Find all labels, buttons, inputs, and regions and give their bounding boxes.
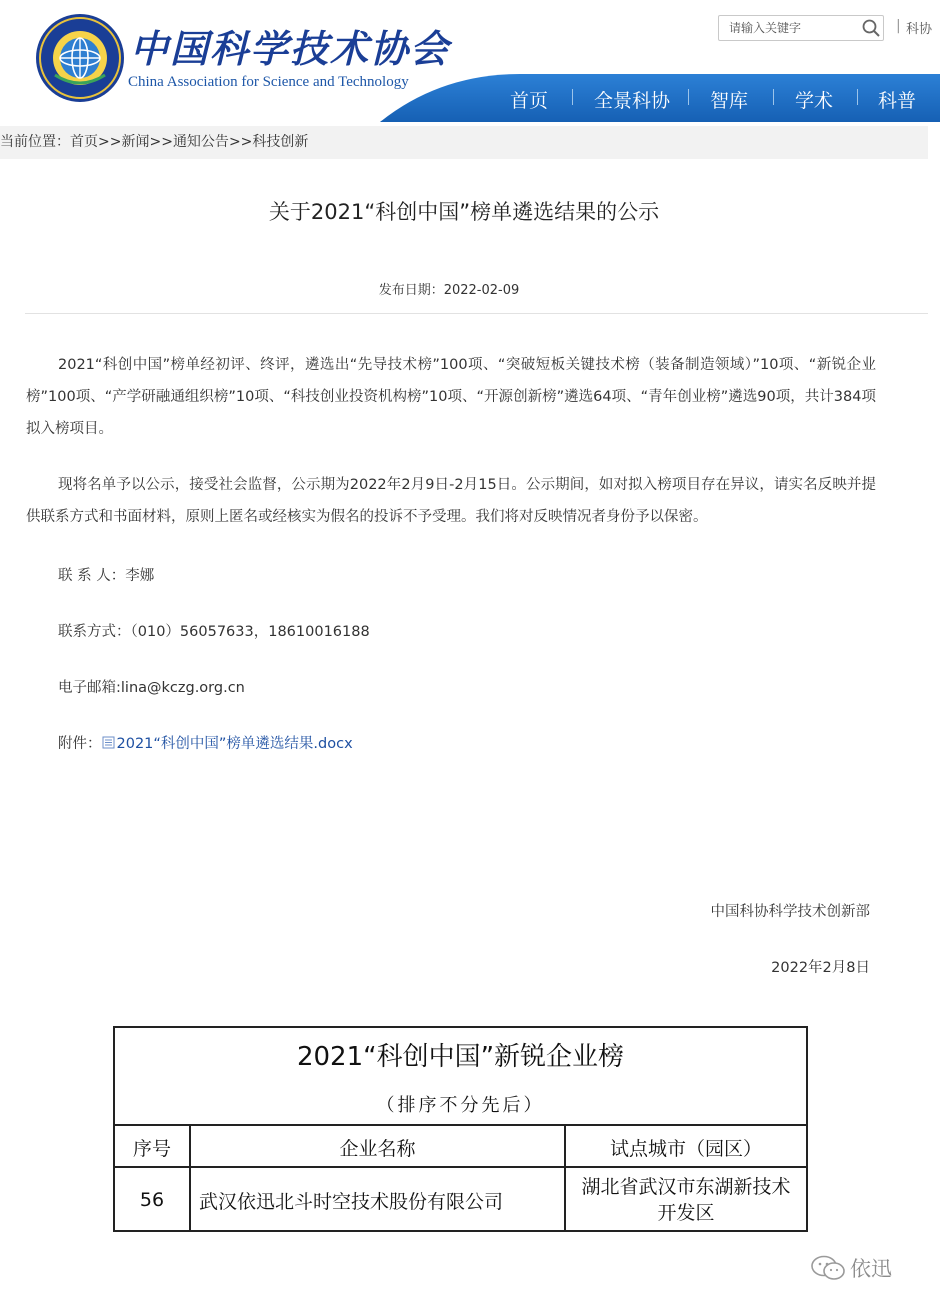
document-icon [102, 736, 115, 749]
top-link-kexie[interactable]: 科协 [906, 22, 933, 37]
attachment-link[interactable] [102, 736, 353, 752]
nav-xueshu[interactable]: 学术 [795, 90, 834, 112]
breadcrumb-news[interactable]: 新闻 [121, 134, 150, 150]
breadcrumb [0, 126, 928, 159]
attachment-label: 附件： [58, 736, 102, 752]
cast-emblem-icon [35, 13, 125, 103]
attachment-filename: 2021“科创中国”榜单遴选结果.docx [116, 736, 353, 752]
ranking-table [113, 1026, 808, 1232]
top-separator: | [896, 18, 901, 34]
site-header [0, 0, 933, 125]
publish-date-value: 2022-02-09 [443, 283, 520, 298]
article-paragraph-1: 2021“科创中国”榜单经初评、终评，遴选出“先导技术榜”100项、“突破短板关键技术榜（装备制造领域）”10项、“新锐企业榜”100项、“产学研融通组织榜”10项、“科技创业投资机构榜”10项、“开源创新榜”遴选64项、“青年创业榜”遴选90项，共计384项拟入榜项目。 [26, 357, 876, 437]
nav-separator [688, 89, 689, 105]
table-rule [115, 1124, 806, 1126]
contact-person: 联 系 人：李娜 [58, 568, 155, 584]
attachment [58, 732, 353, 753]
breadcrumb-home[interactable]: 首页 [70, 134, 98, 150]
contact-email: 电子邮箱:lina@kczg.org.cn [58, 680, 245, 696]
logo-english-name: China Association for Science and Technology [128, 74, 409, 90]
table-header-no: 序号 [132, 1138, 171, 1160]
nav-separator [572, 89, 573, 105]
table-cell-company: 武汉依迅北斗时空技术股份有限公司 [199, 1190, 504, 1213]
watermark-text: 依迅 [850, 1257, 892, 1281]
table-subtitle: （排序不分先后） [376, 1095, 545, 1116]
table-cell-city [566, 1168, 806, 1232]
breadcrumb-separator: >> [98, 134, 122, 150]
table-title: 2021“科创中国”新锐企业榜 [296, 1042, 625, 1072]
breadcrumb-tech-innovation[interactable]: 科技创新 [252, 134, 309, 150]
breadcrumb-notices[interactable]: 通知公告 [172, 134, 229, 150]
publish-date [0, 279, 898, 298]
breadcrumb-separator: >> [228, 134, 253, 150]
wechat-icon [810, 1254, 846, 1282]
table-header-city: 试点城市（园区） [609, 1138, 762, 1160]
breadcrumb-prefix: 当前位置： [0, 134, 70, 150]
table-cell-city-line1: 湖北省武汉市东湖新技术 [581, 1176, 791, 1198]
title-divider [25, 313, 928, 314]
table-header-company: 企业名称 [339, 1138, 416, 1160]
contact-phone: 联系方式：（010）56057633，18610016188 [58, 624, 370, 640]
breadcrumb-separator: >> [149, 134, 173, 150]
table-cell-city-line2: 开发区 [657, 1202, 715, 1224]
nav-separator [857, 89, 858, 105]
table-cell-no: 56 [139, 1189, 165, 1211]
publish-date-label: 发布日期： [378, 283, 444, 298]
nav-zhiku[interactable]: 智库 [710, 90, 749, 112]
search-box [718, 15, 884, 41]
logo-chinese-name: 中国科学技术协会 [130, 26, 451, 71]
page-title: 关于2021“科创中国”榜单遴选结果的公示 [268, 200, 660, 224]
sign-date: 2022年2月8日 [771, 960, 870, 976]
nav-home[interactable]: 首页 [510, 90, 549, 112]
search-input[interactable] [719, 16, 853, 40]
nav-kepu[interactable]: 科普 [878, 90, 917, 112]
nav-separator [773, 89, 774, 105]
signer-department: 中国科协科学技术创新部 [710, 904, 870, 920]
search-icon[interactable] [861, 18, 881, 38]
article-paragraph-2: 现将名单予以公示，接受社会监督，公示期为2022年2月9日-2月15日。公示期间，如对拟入榜项目存在异议，请实名反映并提供联系方式和书面材料，原则上匿名或经核实为假名的投诉不予受理。我们将对反映情况者身份予以保密。 [26, 477, 876, 525]
nav-quanjing-kexie[interactable]: 全景科协 [594, 90, 671, 112]
wechat-watermark [810, 1252, 892, 1284]
